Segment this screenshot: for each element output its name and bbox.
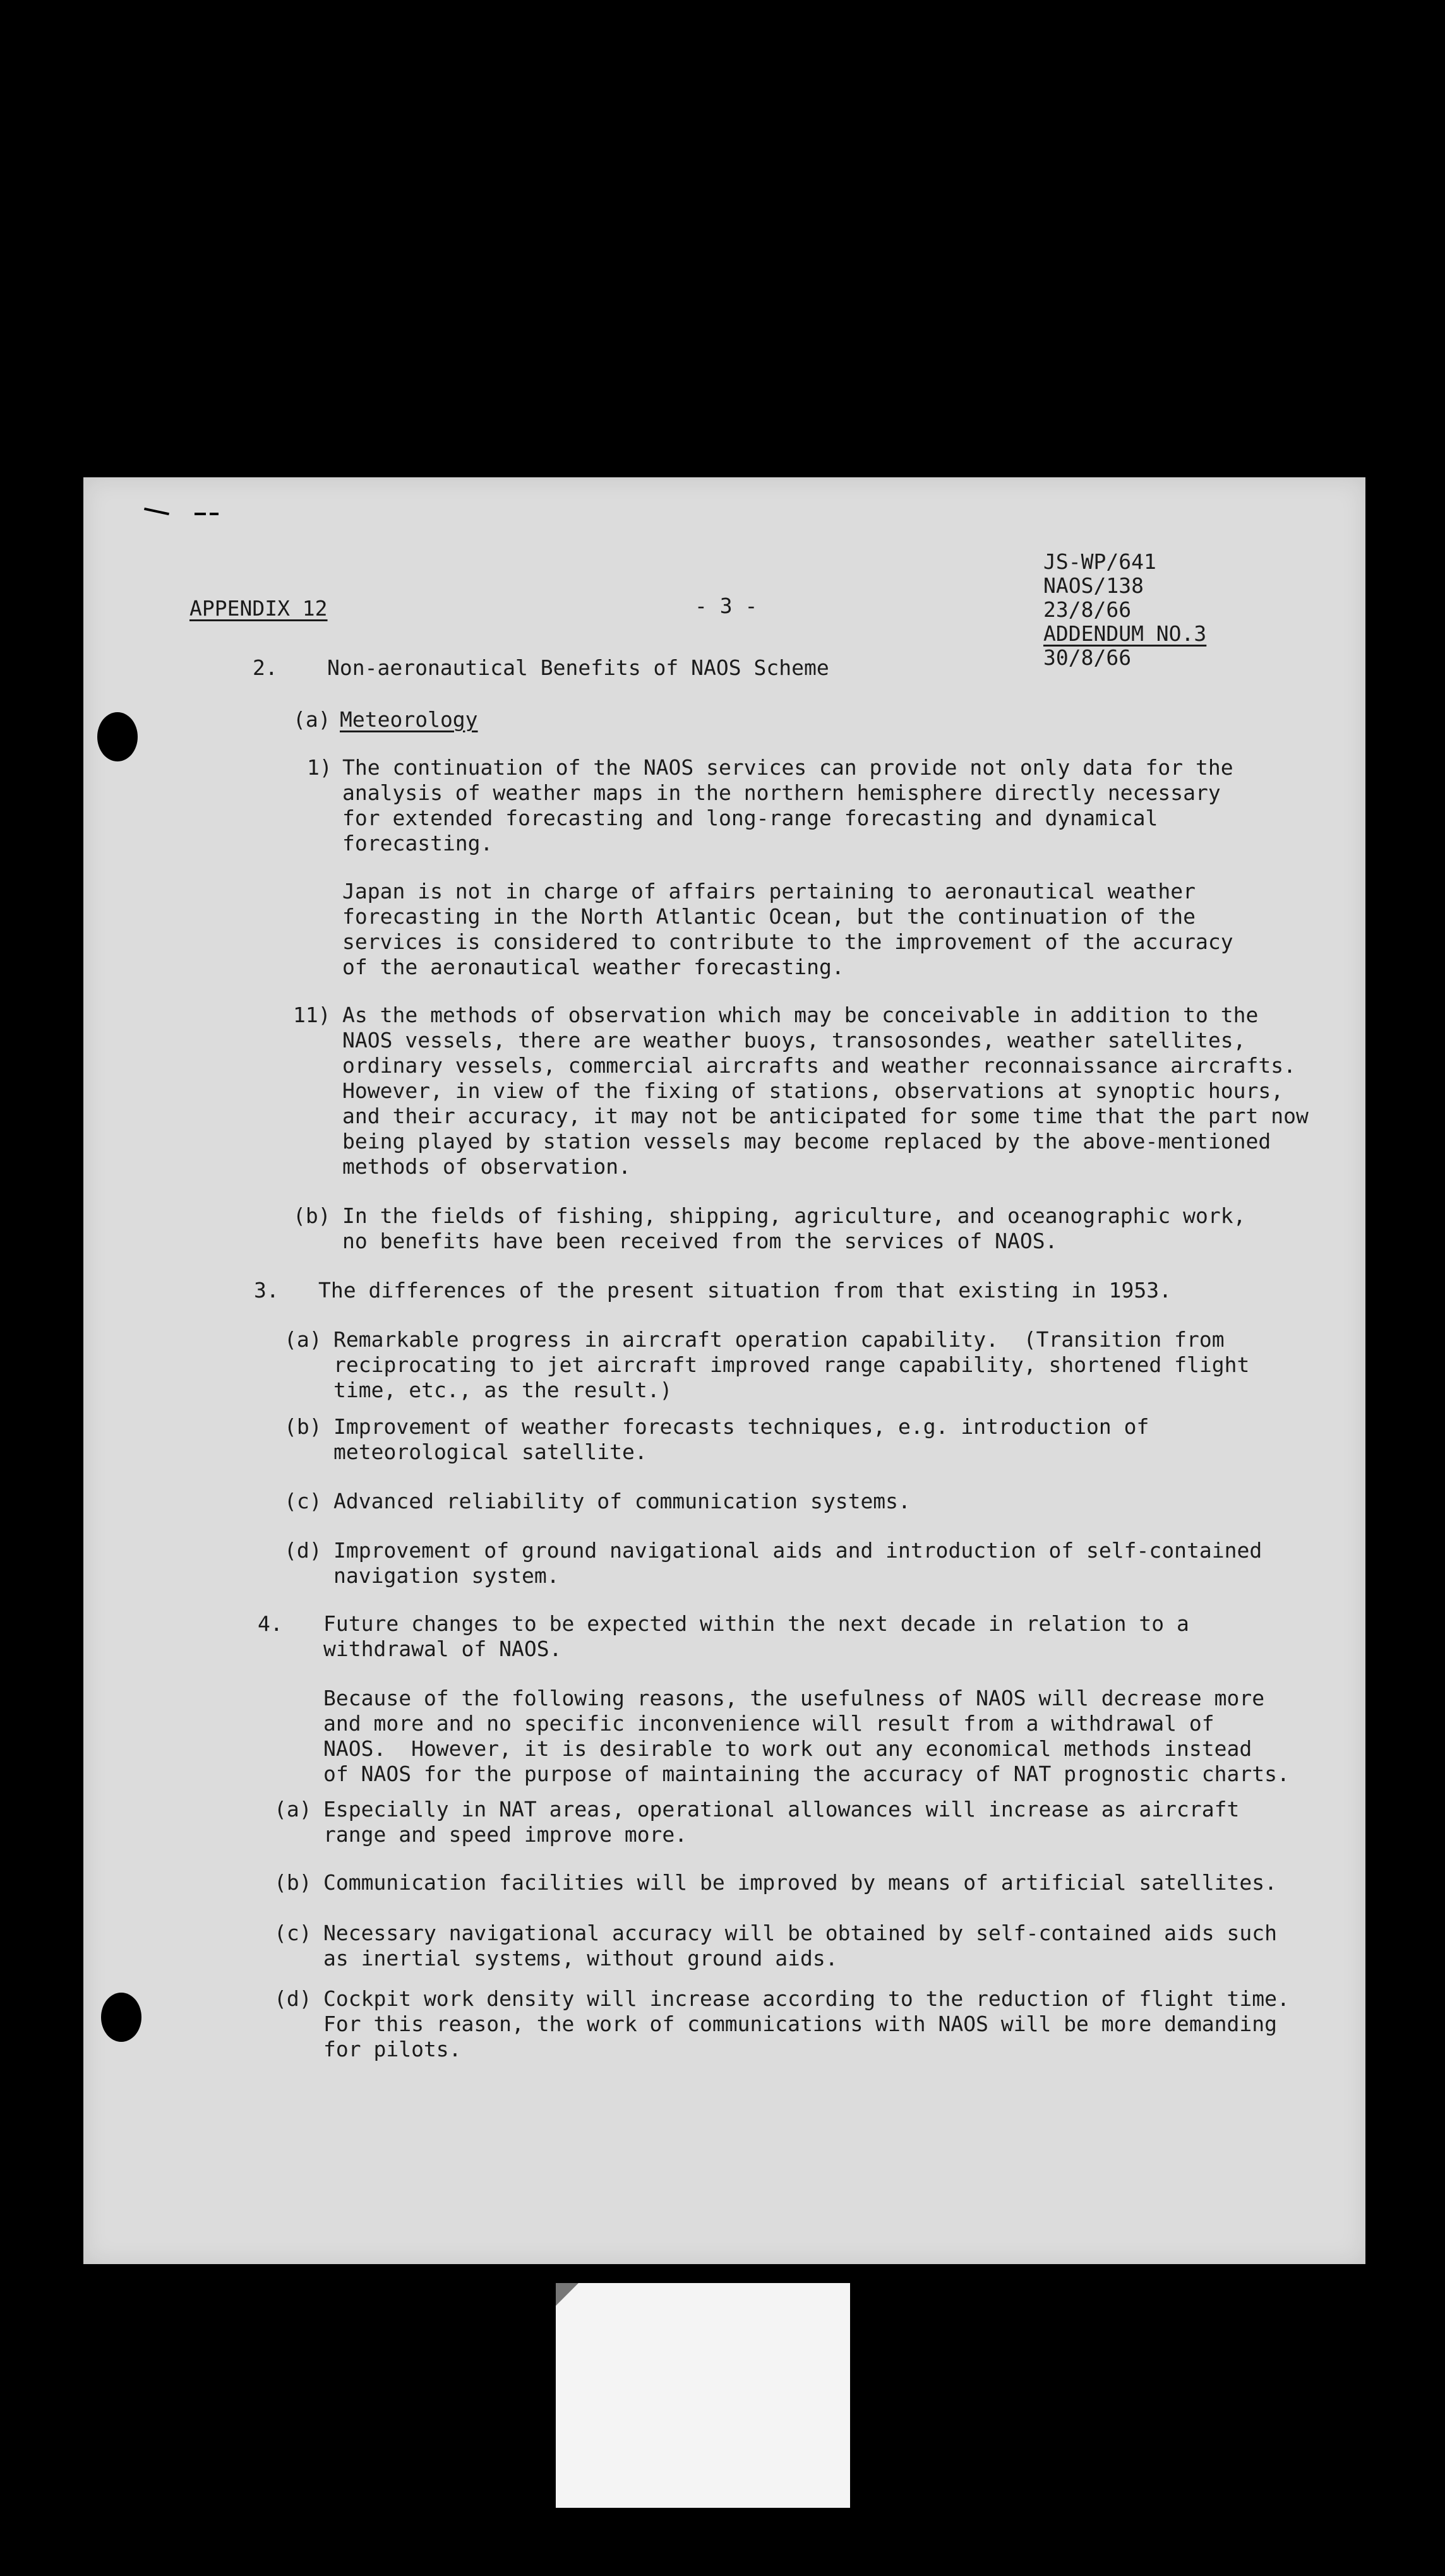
paragraph-line: for pilots. [323, 2037, 462, 2061]
item-label: (d) [274, 1986, 312, 2011]
section-title: Future changes to be expected within the next decade in relation to a [323, 1611, 1189, 1636]
reference-line: JS-WP/641 [1043, 549, 1156, 574]
paragraph-line: of NAOS for the purpose of maintaining the accuracy of NAT prognostic charts. [323, 1762, 1290, 1786]
paragraph-line: Japan is not in charge of affairs pertaining to aeronautical weather [342, 879, 1196, 903]
page-number: - 3 - [695, 593, 758, 618]
item-label: (a) [293, 707, 331, 732]
paragraph-line: In the fields of fishing, shipping, agriculture, and oceanographic work, [342, 1203, 1246, 1228]
item-label: (d) [284, 1538, 322, 1563]
document-page [83, 477, 1365, 2264]
blank-paper-slip [556, 2283, 850, 2508]
item-label: (c) [284, 1489, 322, 1513]
punch-hole-top [97, 712, 138, 761]
paragraph-line: NAOS vessels, there are weather buoys, transosondes, weather satellites, [342, 1028, 1246, 1052]
subsection-heading: Meteorology [340, 707, 478, 732]
paragraph-line: ordinary vessels, commercial aircrafts and weather reconnaissance aircrafts. [342, 1053, 1296, 1078]
paragraph-line: range and speed improve more. [323, 1822, 688, 1847]
paragraph-line: services is considered to contribute to the improvement of the accuracy [342, 929, 1233, 954]
paper-scuff-mark [144, 508, 169, 515]
paragraph-line: However, in view of the fixing of stations, observations at synoptic hours, [342, 1078, 1284, 1103]
paragraph-line: NAOS. However, it is desirable to work out any economical methods instead [323, 1736, 1252, 1761]
paragraph-line: methods of observation. [342, 1154, 631, 1179]
section-number: 2. [253, 655, 278, 680]
item-label: (b) [293, 1203, 331, 1228]
paragraph-line: Because of the following reasons, the usefulness of NAOS will decrease more [323, 1686, 1265, 1710]
punch-hole-bottom [101, 1993, 141, 2042]
paragraph-line: Remarkable progress in aircraft operation capability. (Transition from [333, 1327, 1225, 1352]
item-label: (b) [284, 1414, 322, 1439]
paragraph-line: as inertial systems, without ground aids. [323, 1946, 838, 1971]
paragraph-line: reciprocating to jet aircraft improved range capability, shortened flight [333, 1352, 1250, 1377]
paragraph-line: Necessary navigational accuracy will be obtained by self-contained aids such [323, 1921, 1277, 1945]
paragraph-line: and more and no specific inconvenience will result from a withdrawal of [323, 1711, 1214, 1736]
paragraph-line: As the methods of observation which may be conceivable in addition to the [342, 1003, 1259, 1027]
item-label: 1) [307, 755, 332, 780]
paragraph-line: Cockpit work density will increase according to the reduction of flight time. [323, 1986, 1290, 2011]
paragraph-line: The continuation of the NAOS services can provide not only data for the [342, 755, 1233, 780]
section-number: 4. [258, 1611, 283, 1636]
paragraph-line: time, etc., as the result.) [333, 1378, 673, 1402]
paragraph-line: For this reason, the work of communications with NAOS will be more demanding [323, 2012, 1277, 2036]
item-label: (a) [284, 1327, 322, 1352]
section-title: Non-aeronautical Benefits of NAOS Scheme [327, 655, 829, 680]
reference-line: 30/8/66 [1043, 645, 1132, 670]
item-label: (a) [274, 1797, 312, 1822]
paragraph-line: navigation system. [333, 1563, 560, 1588]
reference-line: NAOS/138 [1043, 573, 1144, 598]
item-label: (c) [274, 1921, 312, 1945]
section-title: The differences of the present situation from that existing in 1953. [318, 1278, 1172, 1303]
paragraph-line: of the aeronautical weather forecasting. [342, 955, 844, 979]
paragraph-line: Improvement of ground navigational aids and introduction of self-contained [333, 1538, 1262, 1563]
appendix-label: APPENDIX 12 [189, 596, 328, 621]
item-label: 11) [293, 1003, 331, 1027]
section-number: 3. [254, 1278, 279, 1303]
paragraph-line: Especially in NAT areas, operational allowances will increase as aircraft [323, 1797, 1240, 1822]
paragraph-line: analysis of weather maps in the northern hemisphere directly necessary [342, 780, 1221, 805]
paragraph-line: Improvement of weather forecasts techniques, e.g. introduction of [333, 1414, 1149, 1439]
item-label: (b) [274, 1870, 312, 1895]
section-title: withdrawal of NAOS. [323, 1637, 562, 1661]
paragraph-line: forecasting in the North Atlantic Ocean, but the continuation of the [342, 904, 1196, 929]
paragraph-line: no benefits have been received from the services of NAOS. [342, 1229, 1058, 1253]
paragraph-line: Advanced reliability of communication systems. [333, 1489, 911, 1513]
paragraph-line: being played by station vessels may become replaced by the above-mentioned [342, 1129, 1271, 1154]
reference-line: ADDENDUM NO.3 [1043, 621, 1207, 646]
paragraph-line: Communication facilities will be improved by means of artificial satellites. [323, 1870, 1277, 1895]
paper-scuff-mark [210, 513, 219, 515]
paragraph-line: and their accuracy, it may not be anticipated for some time that the part now [342, 1104, 1309, 1128]
paper-scuff-mark [195, 513, 206, 515]
paragraph-line: for extended forecasting and long-range forecasting and dynamical [342, 806, 1158, 830]
paragraph-line: meteorological satellite. [333, 1440, 647, 1464]
paragraph-line: forecasting. [342, 831, 493, 856]
reference-line: 23/8/66 [1043, 597, 1132, 622]
